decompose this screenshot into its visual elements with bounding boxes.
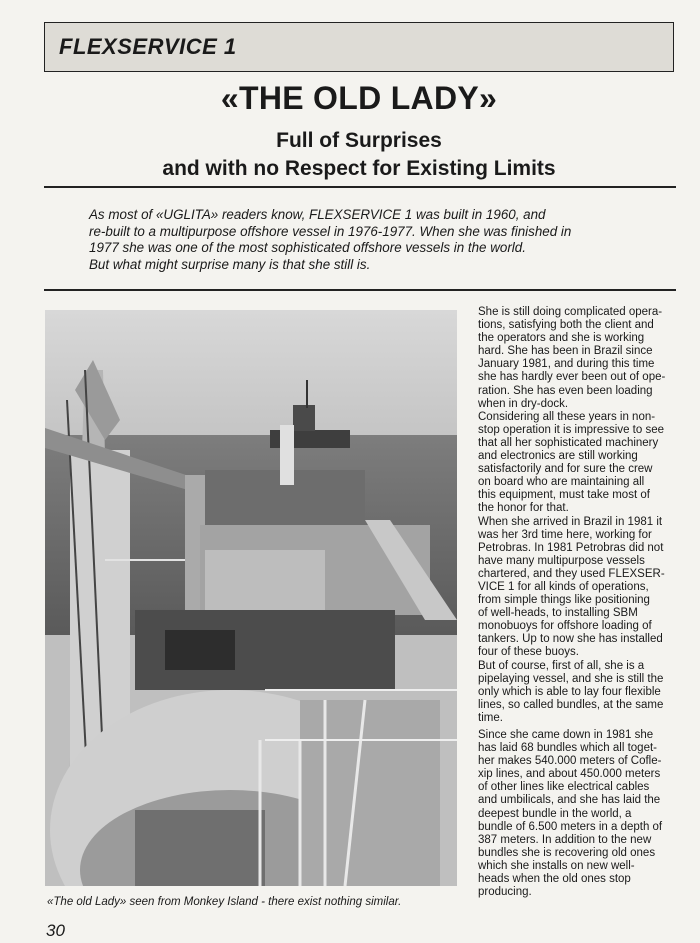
body-line: which she installs on new well- [478,859,635,872]
body-line: xip lines, and about 450.000 meters [478,768,661,781]
body-line: has laid 68 bundles which all toget- [478,742,658,755]
article-subtitle-line-1: Full of Surprises [276,129,442,152]
body-line: the honor for that. [478,502,569,515]
section-label: FLEXSERVICE 1 [59,34,237,59]
body-line: when in dry-dock. [478,397,569,410]
photo-caption: «The old Lady» seen from Monkey Island - there exist nothing similar. [47,896,402,908]
body-line: satisfactorily and for sure the crew [478,463,653,476]
body-line: of other lines like electrical cables [478,781,650,794]
body-line: four of these buoys. [478,646,580,659]
intro-line: But what might surprise many is that she still is. [89,256,371,272]
body-line: lines, so called bundles, at the same [478,698,664,711]
body-line: Considering all these years in non- [478,410,656,423]
body-line: on board who are maintaining all [478,476,645,489]
article-headline: «THE OLD LADY» [220,80,498,116]
body-line: producing. [478,886,532,899]
body-line: and umbilicals, and she has laid the [478,794,661,807]
body-line: ration. She has even been loading [478,384,653,397]
section-header-bar [44,22,674,72]
body-line: of well-heads, to installing SBM [478,607,638,620]
intro-line: 1977 she was one of the most sophisticated offshore vessels in the world. [89,240,526,256]
body-line: 387 meters. In addition to the new [478,833,652,846]
body-line: stop operation it is impressive to see [478,423,665,436]
body-line: Petrobras. In 1981 Petrobras did not [478,541,664,554]
body-line: time. [478,711,503,724]
body-line: that all her sophisticated machinery [478,436,659,449]
body-line: bundles she is recovering old ones [478,846,656,859]
body-line: only which is able to lay four flexible [478,685,661,698]
body-line: she has hardly ever been out of ope- [478,371,666,384]
body-line: January 1981, and during this time [478,358,655,371]
ship-photo [45,310,457,886]
body-line: heads when the old ones stop [478,873,631,886]
body-line: bundle of 6.500 meters in a depth of [478,820,663,833]
body-line: chartered, and they used FLEXSER- [478,567,665,580]
body-line: tions, satisfying both the client and [478,319,654,332]
body-line: hard. She has been in Brazil since [478,345,653,358]
body-line: this equipment, must take most of [478,489,650,502]
body-line: VICE 1 for all kinds of operations, [478,580,649,593]
body-line: pipelaying vessel, and she is still the [478,672,664,685]
body-column [478,306,700,899]
intro-line: As most of «UGLITA» readers know, FLEXSERVICE 1 was built in 1960, and [89,207,546,222]
body-line: and electronics are still working [478,450,638,463]
body-line: from simple things like positioning [478,594,650,607]
article-subtitle-line-2: and with no Respect for Existing Limits [162,157,556,180]
body-line: was her 3rd time here, working for [478,528,652,541]
body-line: Since she came down in 1981 she [478,729,654,741]
body-line: have many multipurpose vessels [478,554,645,567]
divider-rule [44,186,676,188]
intro-paragraph [89,207,649,273]
divider-rule [44,289,676,291]
body-line: When she arrived in Brazil in 1981 it [478,515,663,528]
body-line: her makes 540.000 meters of Cofle- [478,755,662,768]
body-line: tankers. Up to now she has installed [478,633,663,646]
body-line: deepest bundle in the world, a [478,807,632,820]
body-line: the operators and she is working [478,332,645,345]
body-line: She is still doing complicated opera- [478,306,663,318]
intro-line: re-built to a multipurpose offshore vessel in 1976-1977. When she was finished in [89,223,572,239]
body-line: monobuoys for offshore loading of [478,620,652,633]
page-number: 30 [46,921,65,940]
body-line: But of course, first of all, she is a [478,659,645,672]
